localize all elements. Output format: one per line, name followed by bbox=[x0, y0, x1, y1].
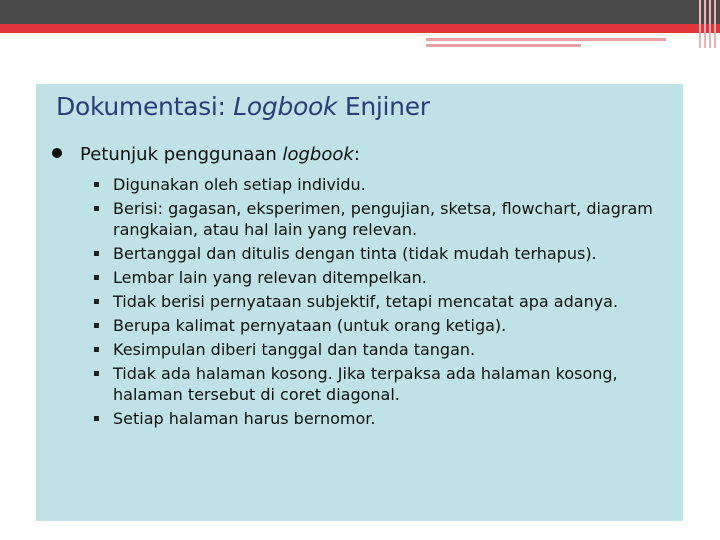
square-bullet-icon bbox=[94, 347, 99, 352]
title-suffix: Enjiner bbox=[337, 92, 430, 121]
list-item bbox=[94, 174, 664, 195]
slide-title bbox=[56, 92, 430, 121]
guideline-list bbox=[94, 174, 664, 432]
list-item-text: Bertanggal dan ditulis dengan tinta (tidak mudah terhapus). bbox=[113, 244, 597, 263]
square-bullet-icon bbox=[94, 206, 99, 211]
top-red-bar bbox=[0, 24, 720, 33]
top-dark-bar bbox=[0, 0, 720, 24]
list-item bbox=[94, 267, 664, 288]
list-item bbox=[94, 315, 664, 336]
decorative-line bbox=[426, 44, 581, 47]
title-prefix: Dokumentasi: bbox=[56, 92, 234, 121]
square-bullet-icon bbox=[94, 275, 99, 280]
decorative-line bbox=[426, 38, 666, 41]
square-bullet-icon bbox=[94, 371, 99, 376]
square-bullet-icon bbox=[94, 251, 99, 256]
list-item-text: Lembar lain yang relevan ditempelkan. bbox=[113, 268, 427, 287]
list-item bbox=[94, 408, 664, 429]
list-item-text: Kesimpulan diberi tanggal dan tanda tangan. bbox=[113, 340, 476, 359]
decorative-edge-stripe bbox=[714, 0, 716, 48]
square-bullet-icon bbox=[94, 416, 99, 421]
decorative-edge-stripe bbox=[704, 0, 706, 48]
list-item-text: Tidak berisi pernyataan subjektif, tetapi mencatat apa adanya. bbox=[113, 292, 619, 311]
list-item bbox=[94, 339, 664, 360]
list-item-text: Digunakan oleh setiap individu. bbox=[113, 175, 366, 194]
title-italic: Logbook bbox=[233, 92, 338, 121]
main-bullet-suffix: : bbox=[353, 144, 360, 165]
list-item-text: Setiap halaman harus bernomor. bbox=[113, 409, 376, 428]
square-bullet-icon bbox=[94, 182, 99, 187]
decorative-edge-stripe bbox=[699, 0, 701, 48]
list-item bbox=[94, 198, 664, 240]
main-bullet bbox=[52, 144, 360, 165]
main-bullet-italic: logbook bbox=[282, 144, 354, 165]
content-panel bbox=[36, 84, 683, 521]
list-item bbox=[94, 363, 664, 405]
list-item bbox=[94, 243, 664, 264]
main-bullet-prefix: Petunjuk penggunaan bbox=[80, 144, 283, 165]
bullet-dot-icon bbox=[52, 148, 62, 158]
list-item-text: Berupa kalimat pernyataan (untuk orang ketiga). bbox=[113, 316, 507, 335]
square-bullet-icon bbox=[94, 299, 99, 304]
list-item-text: Tidak ada halaman kosong. Jika terpaksa ada halaman kosong, halaman tersebut di coret diagonal. bbox=[113, 364, 618, 404]
square-bullet-icon bbox=[94, 323, 99, 328]
list-item bbox=[94, 291, 664, 312]
list-item-text: Berisi: gagasan, eksperimen, pengujian, sketsa, flowchart, diagram rangkaian, atau hal lain yang relevan. bbox=[113, 199, 653, 239]
decorative-edge-stripe bbox=[709, 0, 711, 48]
